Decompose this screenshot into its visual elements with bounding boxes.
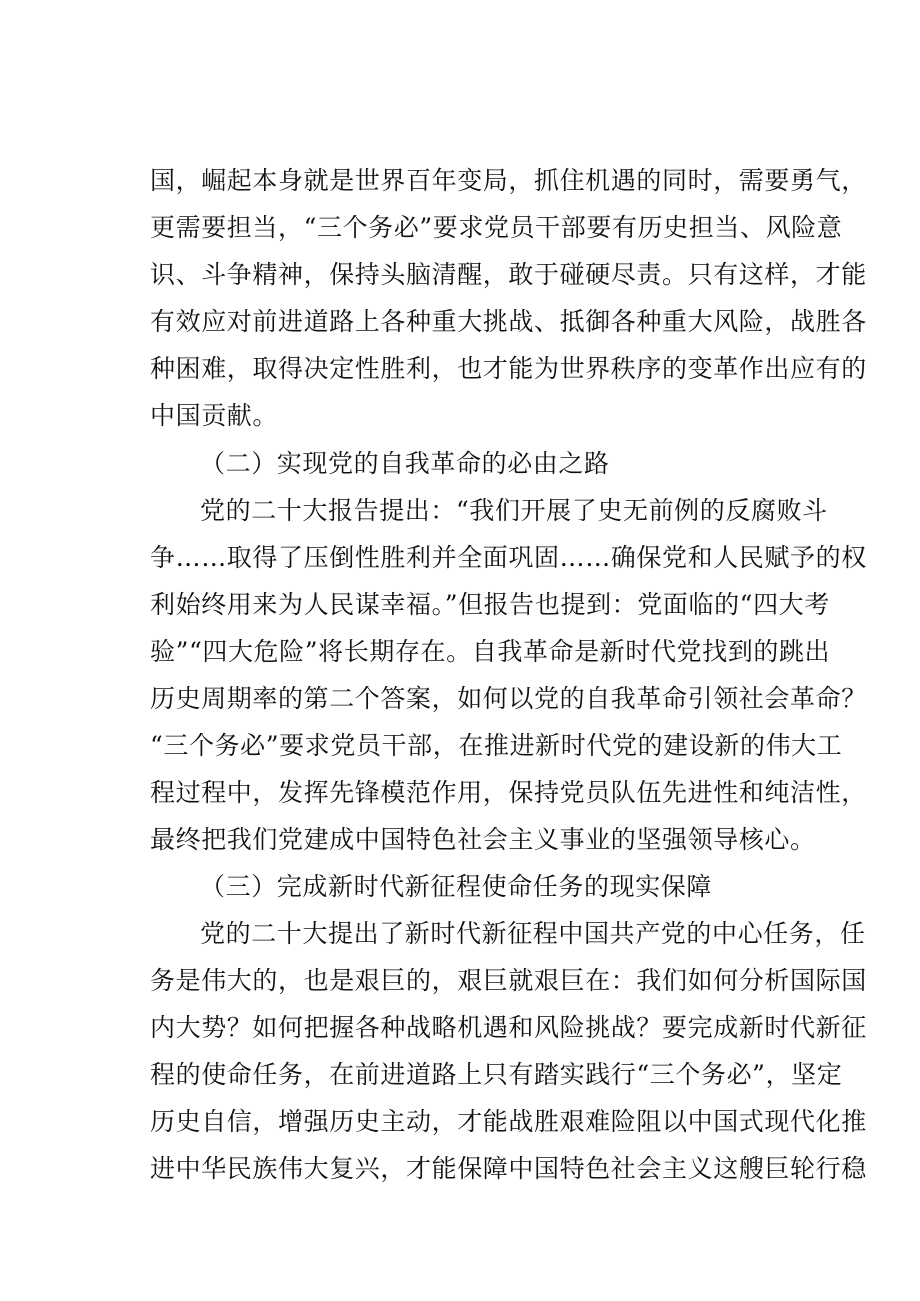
body-text-line: 争……取得了压倒性胜利并全面巩固……确保党和人民赋予的权 <box>150 543 867 572</box>
body-text-line: 种困难，取得决定性胜利，也才能为世界秩序的变革作出应有的 <box>150 354 867 383</box>
body-text-line: 进中华民族伟大复兴，才能保障中国特色社会主义这艘巨轮行稳 <box>150 1154 867 1183</box>
body-text-line: 识、斗争精神，保持头脑清醒，敢于碰硬尽责。只有这样，才能 <box>150 260 867 289</box>
body-text-line: 最终把我们党建成中国特色社会主义事业的坚强领导核心。 <box>150 825 816 854</box>
section-heading: （二）实现党的自我革命的必由之路 <box>200 449 610 478</box>
body-text-line: 历史自信，增强历史主动，才能战胜艰难险阻以中国式现代化推 <box>150 1107 867 1136</box>
body-text-line: 更需要担当，“三个务必”要求党员干部要有历史担当、风险意 <box>150 213 843 242</box>
paragraph-first-line: 党的二十大提出了新时代新征程中国共产党的中心任务，任 <box>200 919 866 948</box>
body-text-line: 有效应对前进道路上各种重大挑战、抵御各种重大风险，战胜各 <box>150 307 867 336</box>
body-text-line: “三个务必”要求党员干部，在推进新时代党的建设新的伟大工 <box>150 731 843 760</box>
body-text-line: 程过程中，发挥先锋模范作用，保持党员队伍先进性和纯洁性， <box>150 778 867 807</box>
body-text-line: 务是伟大的，也是艰巨的，艰巨就艰巨在：我们如何分析国际国 <box>150 966 867 995</box>
body-text-line: 历史周期率的第二个答案，如何以党的自我革命引领社会革命？ <box>150 684 867 713</box>
body-text-line: 国，崛起本身就是世界百年变局，抓住机遇的同时，需要勇气， <box>150 166 867 195</box>
body-text-line: 中国贡献。 <box>150 401 279 430</box>
body-text-line: 验”“四大危险”将长期存在。自我革命是新时代党找到的跳出 <box>150 637 831 666</box>
body-text-line: 利始终用来为人民谋幸福。”但报告也提到：党面临的“四大考 <box>150 590 830 619</box>
paragraph-first-line: 党的二十大报告提出：“我们开展了史无前例的反腐败斗 <box>200 496 828 525</box>
body-text-line: 内大势？如何把握各种战略机遇和风险挑战？要完成新时代新征 <box>150 1013 867 1042</box>
section-heading: （三）完成新时代新征程使命任务的现实保障 <box>200 872 713 901</box>
body-text-line: 程的使命任务，在前进道路上只有踏实践行“三个务必”，坚定 <box>150 1060 843 1089</box>
